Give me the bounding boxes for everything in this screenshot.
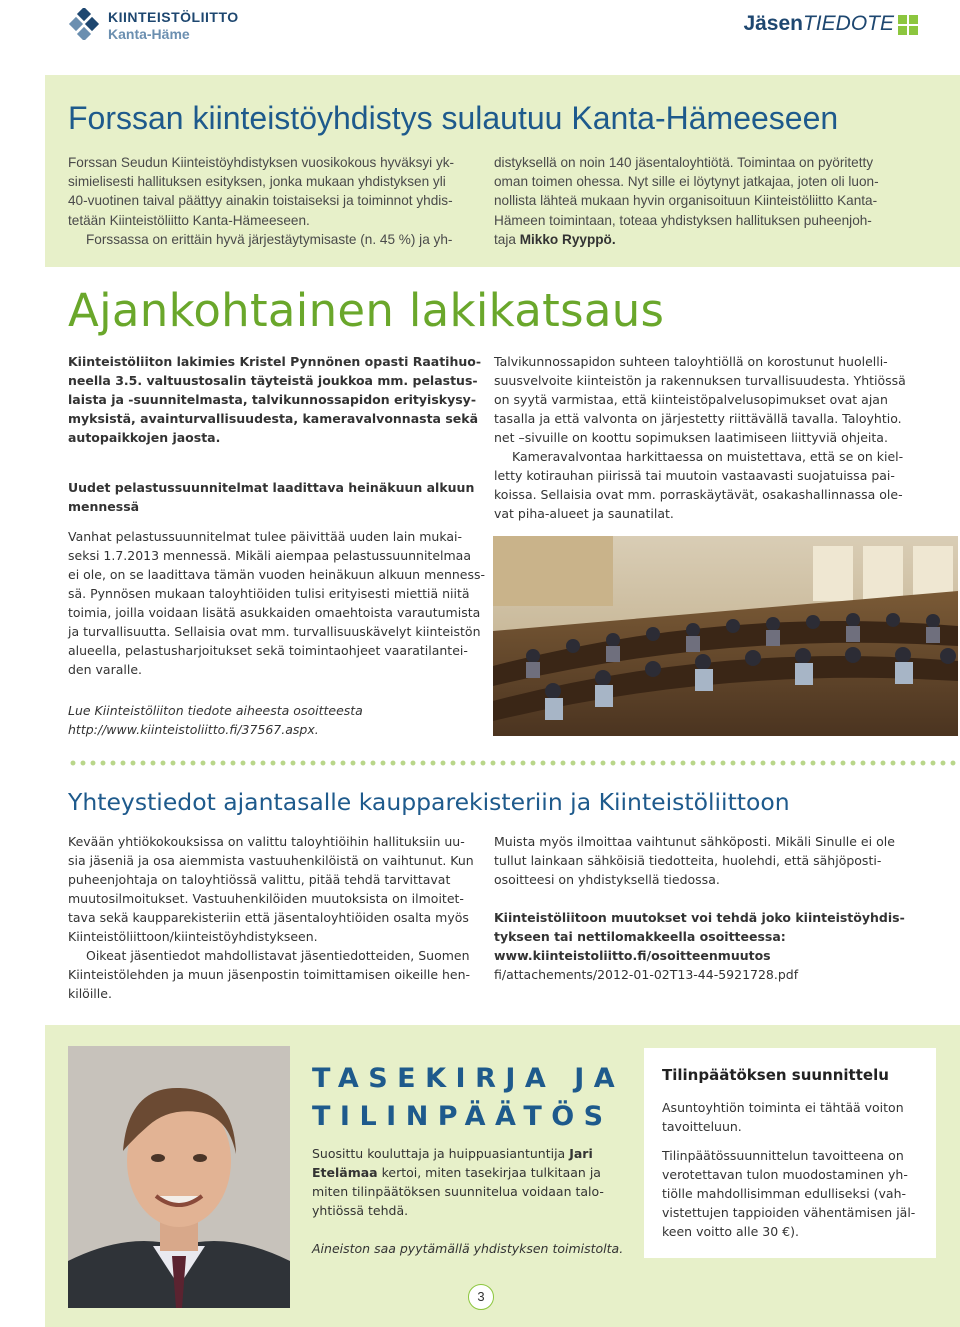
- article1-right-column: [494, 153, 894, 249]
- text-line: net –sivuille on koottu sopimuksen laatimiseen liittyviä ohjeita.: [494, 430, 888, 445]
- text-line: puheenjohtaja on taloyhtiössä valittu, pitää tehdä tarvittavat: [68, 872, 451, 887]
- publication-name-bold: Jäsen: [743, 12, 803, 35]
- page-number: 3: [468, 1284, 494, 1310]
- text-line: Kiinteistöliitoon muutokset voi tehdä joko kiinteistöyhdis-: [494, 910, 905, 925]
- text-fragment: Suosittu kouluttaja ja huippuasiantuntija: [312, 1146, 570, 1161]
- text-line: autopaikkojen jaosta.: [68, 430, 221, 445]
- text-line: tasalla ja että valvonta on järjestetty riittävällä tavalla. Taloyhtio.: [494, 411, 902, 426]
- article1-left-column: [68, 153, 464, 249]
- text-line: verotettavan tulon muodostaminen yh-: [662, 1167, 908, 1182]
- article2-lead: [68, 352, 482, 447]
- text-line: [312, 1163, 612, 1182]
- text-line: Forssassa on erittäin hyvä järjestäytymisaste (n. 45 %) ja yh-: [86, 231, 453, 247]
- text-line: Kameravalvontaa harkittaessa on muistettava, että se on kiel-: [512, 449, 904, 464]
- text-fragment: yhtiössä tehdä.: [312, 1203, 409, 1218]
- logo-region: Kanta-Häme: [108, 26, 190, 42]
- text-line: sä. Pynnösen mukaan taloyhtiöiden tulisi erityisesti miettiä niitä: [68, 586, 470, 601]
- info-box: [644, 1048, 936, 1258]
- squares-icon: [898, 15, 918, 35]
- text-line: seksi 1.7.2013 mennessä. Mikäli aiempaa pelastussuunnitelmaa: [68, 548, 471, 563]
- text-line: ei ole, on se laadittava tämän vuoden heinäkuun alkuun menness-: [68, 567, 486, 582]
- info-box-paragraph-1: [662, 1098, 924, 1136]
- info-box-title: Tilinpäätöksen suunnittelu: [662, 1066, 889, 1084]
- text-line: mennessä: [68, 499, 140, 514]
- logo-diamond-icon: [68, 8, 100, 40]
- text-line: sia jäseniä ja osa aiemmista vastuuhenkilöistä on vaihtunut. Kun: [68, 853, 474, 868]
- promo-body: [312, 1144, 612, 1220]
- article2-link-note: [68, 701, 464, 739]
- text-line: Uudet pelastussuunnitelmat laadittava heinäkuun alkuun: [68, 480, 475, 495]
- article1-title: Forssan kiinteistöyhdistys sulautuu Kanta-Hämeeseen: [68, 100, 839, 136]
- article3-left-column: [68, 832, 474, 1003]
- text-line: tava sekä kaupparekisteriin että jäsentaloyhtiöiden osalta myös: [68, 910, 469, 925]
- dotted-divider: [68, 758, 958, 768]
- meeting-hall-photo: [493, 536, 958, 736]
- organization-logo: [68, 6, 268, 42]
- publication-name-italic: TIEDOTE: [802, 12, 894, 35]
- text-line: tiölle mahdollisimman edulliseksi (vah-: [662, 1186, 907, 1201]
- text-line: Muista myös ilmoittaa vaihtunut sähköposti. Mikäli Sinulle ei ole: [494, 834, 895, 849]
- promo-title: [312, 1060, 624, 1136]
- promo-title-line1: TASEKIRJA JA: [312, 1063, 625, 1094]
- text-line: laista ja -suunnitelmasta, talvikunnossapidon erityiskysy-: [68, 392, 477, 407]
- text-line: 40-vuotinen taival päättyy ainakin toistaiseksi ja toiminnot yhdis-: [68, 193, 453, 209]
- meeting-hall-illustration: [493, 536, 958, 736]
- text-line: oman toimen ohessa. Nyt sille ei löytynyt jatkajaa, joten oli luon-: [494, 174, 879, 190]
- text-line: Kiinteistöliittoon/kiinteistöyhdistykseen.: [68, 929, 318, 944]
- text-fragment: Etelämaa: [312, 1165, 378, 1180]
- text-line: on syytä varmistaa, että kiinteistöpalvelusopimukset ovat ajan: [494, 392, 888, 407]
- text-line: Oikeat jäsentiedot mahdollistavat jäsentiedotteiden, Suomen: [86, 948, 470, 963]
- text-line: Lue Kiinteistöliiton tiedote aiheesta osoitteesta: [68, 703, 363, 718]
- text-line: tavoitteluun.: [662, 1119, 742, 1134]
- text-fragment: miten tilinpäätöksen suunnitelua voidaan talo-: [312, 1184, 604, 1199]
- text-line: tetään Kiinteistöliitto Kanta-Hämeeseen.: [68, 212, 310, 228]
- info-box-paragraph-2: [662, 1146, 924, 1241]
- article3-title: Yhteystiedot ajantasalle kaupparekisteriin ja Kiinteistöliittoon: [68, 788, 790, 816]
- text-line: [312, 1144, 612, 1163]
- text-line: www.kiinteistoliitto.fi/osoitteenmuutos: [494, 948, 771, 963]
- text-line: Kiinteistölehden ja muun jäsenpostin toimittamisen oikeille hen-: [68, 967, 471, 982]
- text-line: tykseen tai nettilomakkeella osoitteessa:: [494, 929, 786, 944]
- text-line: toimia, joilla voidaan lisätä asukkaiden omaehtoista varautumista: [68, 605, 481, 620]
- text-fragment: Jari: [569, 1146, 593, 1161]
- text-line: Tilinpäätössuunnittelun tavoitteena on: [662, 1148, 904, 1163]
- text-line: Talvikunnossapidon suhteen taloyhtiöllä on korostunut huolelli-: [494, 354, 888, 369]
- text-line: nollista lähteä mukaan hyvin organisoituun Kiinteistöliitto Kanta-: [494, 193, 878, 209]
- text-line: koissa. Sellaisia ovat mm. porraskäytävät, osakashallinnassa ole-: [494, 487, 903, 502]
- text-line: vat piha-alueet ja saunatilat.: [494, 506, 674, 521]
- text-line: letty kotirauhan piirissä tai muutoin vastaavasti suojatuissa pai-: [494, 468, 895, 483]
- text-line: distyksellä on noin 140 jäsentaloyhtiötä. Toimintaa on pyöritetty: [494, 155, 874, 170]
- speaker-name: Mikko Ryyppö.: [519, 231, 616, 247]
- article2-right-column: [494, 352, 906, 523]
- article3-right-column: [494, 832, 905, 984]
- text-line: Forssan Seudun Kiinteistöyhdistyksen vuosikokous hyväksyi yk-: [68, 155, 455, 170]
- article2-title: Ajankohtainen lakikatsaus: [68, 284, 665, 337]
- text-line: vistettujen tappioiden vähentämisen jäl-: [662, 1205, 916, 1220]
- logo-name: KIINTEISTÖLIITTO: [108, 9, 239, 25]
- article2-body: [68, 527, 486, 679]
- text-line: Asuntoyhtiön toiminta ei tähtää voiton: [662, 1100, 904, 1115]
- promo-title-line2: TILINPÄÄTÖS: [312, 1101, 613, 1132]
- text-line: osoitteesi on yhdistyksellä tiedossa.: [494, 872, 720, 887]
- text-line: ja turvallisuutta. Sellaisia ovat mm. turvallisuuskävelyt kiinteistön: [68, 624, 481, 639]
- text-line: tullut lainkaan sähköisiä tiedotteita, huolehdi, että sähjöposti-: [494, 853, 882, 868]
- article3-pdf-url: fi/attachements/2012-01-02T13-44-5921728.pdf: [494, 967, 799, 982]
- text-line: simielisesti hallituksen esityksen, jonka mukaan yhdistyksen yli: [68, 174, 446, 190]
- text-line: muutosilmoitukset. Vastuuhenkilöiden muutoksista on ilmoitet-: [68, 891, 464, 906]
- text-line: den varalle.: [68, 662, 142, 677]
- article1-last-line: taja Mikko Ryyppö.: [494, 231, 616, 247]
- text-line: Vanhat pelastussuunnitelmat tulee päivittää uuden lain mukai-: [68, 529, 462, 544]
- text-line: Kevään yhtiökokouksissa on valittu taloyhtiöihin hallituksiin uu-: [68, 834, 465, 849]
- publication-name: [743, 12, 894, 36]
- promo-note: Aineiston saa pyytämällä yhdistyksen toimistolta.: [312, 1241, 624, 1256]
- text-line: http://www.kiinteistoliitto.fi/37567.aspx.: [68, 722, 319, 737]
- text-line: kilöille.: [68, 986, 112, 1001]
- text-line: keen voitto alle 30 €).: [662, 1224, 799, 1239]
- text-line: [312, 1182, 612, 1201]
- article2-subheading: [68, 478, 475, 516]
- text-line: alueella, pelastusharjoitukset sekä toimintaohjeet vaaratilantei-: [68, 643, 468, 658]
- portrait-illustration: [68, 1046, 290, 1308]
- text-fragment: kertoi, miten tasekirjaa tulkitaan ja: [377, 1165, 601, 1180]
- text-line: neella 3.5. valtuustosalin täyteistä joukkoa mm. pelastus-: [68, 373, 478, 388]
- text-line: Hämeen toimintaan, toteaa yhdistyksen hallituksen puheenjoh-: [494, 212, 872, 228]
- text-line: suusvelvoite kiinteistön ja rakennuksen turvallisuudesta. Yhtiössä: [494, 373, 906, 388]
- text-line: [312, 1201, 612, 1220]
- trainer-portrait-photo: [68, 1046, 290, 1308]
- text-line: myksistä, avainturvallisuudesta, kameravalvonnasta sekä: [68, 411, 479, 426]
- text-line: Kiinteistöliiton lakimies Kristel Pynnönen opasti Raatihuo-: [68, 354, 482, 369]
